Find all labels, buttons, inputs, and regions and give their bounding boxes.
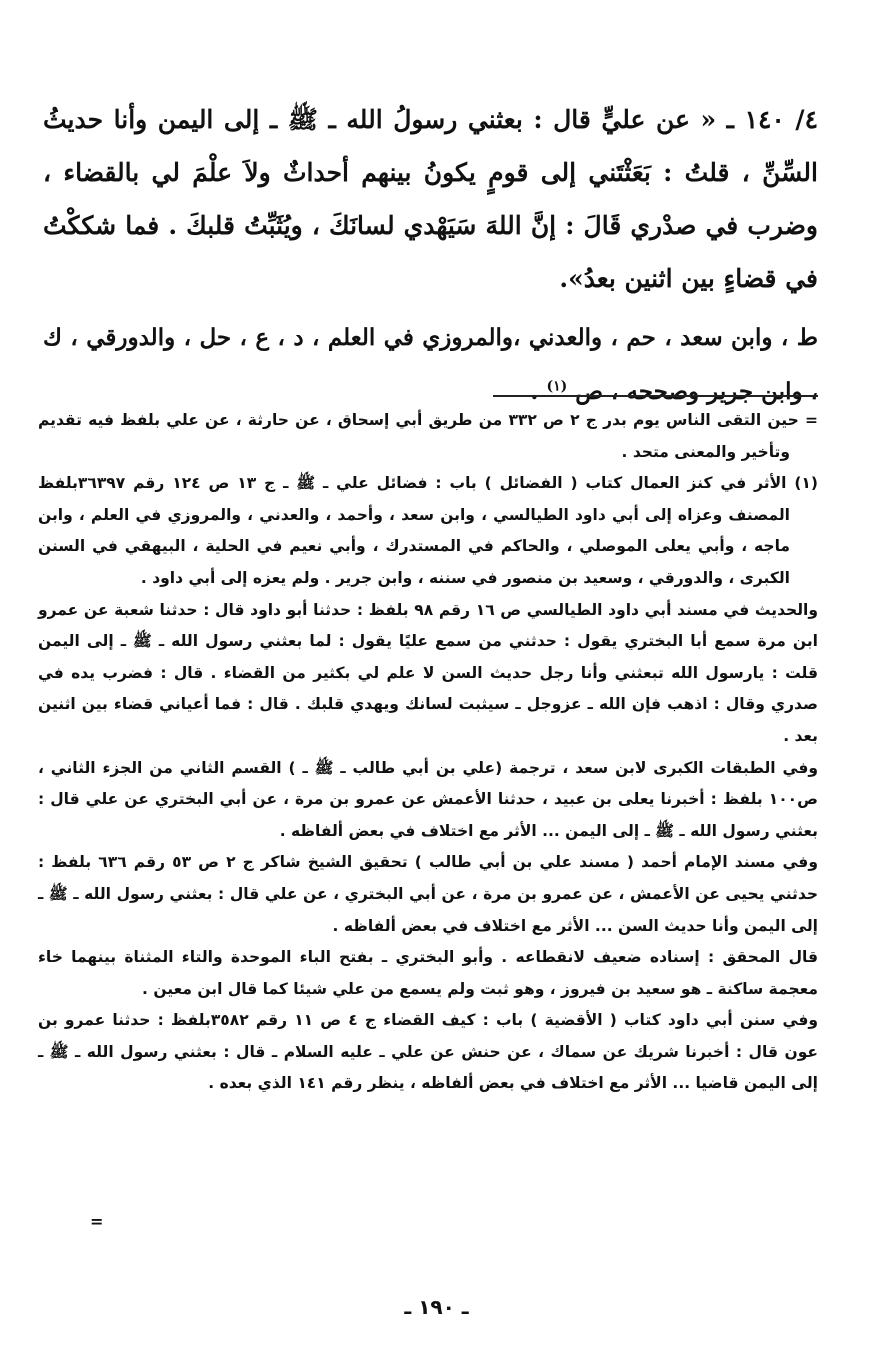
footnote-paragraph: والحديث في مسند أبي داود الطيالسي ص ١٦ رقم ٩٨ بلفظ : حدثنا أبو داود قال : حدثنا شعبة عن عمرو ابن مرة سمع أبا البختري يقول : حدثني من سمع عليًا يقول : لما بعثني رسول الله ـ ﷺ ـ إلى اليمن قلت : يارسول الله تبعثني وأنا رجل حديث السن لا علم لي بكثير من القضاء . قال : فضرب يده في صدري وقال : اذهب فإن الله ـ عزوجل ـ سيثبت لسانك ويهدي قلبك . قال : فما أعياني قضاء بين اثنين بعد . (38, 600, 818, 745)
footnote-1: (١) الأثر في كنز العمال كتاب ( الفضائل ) باب : فضائل علي ـ ﷺ ـ ج ١٣ ص ١٢٤ رقم ٣٦٣٩٧بلفظ المصنف وعزاه إلى أبي داود الطيالسي ، وابن سعد ، وأحمد ، والعدني ، والمروزي في العلم ، وابن ماجه ، وأبي يعلى الموصلي ، والحاكم في المستدرك ، وأبي نعيم في الحلية ، البيهقي في السنن الكبرى ، والدورقي ، وسعيد بن منصور في سننه ، وابن جرير . ولم يعزه إلى أبي داود . (38, 474, 818, 587)
sources-text: ط ، وابن سعد ، حم ، والعدني ،والمروزي في العلم ، د ، ع ، حل ، والدورقي ، ك ، وابن جرير وصححه ، ص (43, 324, 818, 405)
footnote-paragraph: وفي مسند الإمام أحمد ( مسند علي بن أبي طالب ) تحقيق الشيخ شاكر ج ٢ ص ٥٣ رقم ٦٣٦ بلفظ : حدثني يحيى عن الأعمش ، عن عمرو بن مرة ، عن أبي البختري ، عن علي قال : بعثني رسول الله ـ ﷺ ـ إلى اليمن وأنا حديث السن ... الأثر مع اختلاف في بعض ألفاظه . (38, 853, 818, 935)
hadith-sources (43, 311, 818, 419)
footnote-continued: = حين التقى الناس يوم بدر ج ٢ ص ٣٣٢ من طريق أبي إسحاق ، عن حارثة ، عن علي بلفظ فيه تقديم وتأخير والمعنى متحد . (38, 411, 818, 461)
page-number: ـ ١٩٠ ـ (404, 1295, 469, 1319)
footnote-reference[interactable]: (١) (546, 378, 568, 395)
footnote-paragraph: وفي سنن أبي داود كتاب ( الأقضية ) باب : كيف القضاء ج ٤ ص ١١ رقم ٣٥٨٢بلفظ : حدثنا عمرو بن عون قال : أخبرنا شريك عن سماك ، عن حنش عن علي ـ عليه السلام ـ قال : بعثني رسول الله ـ ﷺ ـ إلى اليمن قاضيا ... الأثر مع اختلاف في بعض ألفاظه ، ينظر رقم ١٤١ الذي بعده . (38, 1011, 818, 1093)
footnotes (38, 405, 818, 1100)
continuation-mark: = (90, 1212, 104, 1231)
footnote-paragraph: وفي الطبقات الكبرى لابن سعد ، ترجمة (علي بن أبي طالب ـ ﷺ ـ ) القسم الثاني من الجزء الثاني ، ص١٠٠ بلفظ : أخبرنا يعلى بن عبيد ، حدثنا الأعمش عن عمرو بن مرة ، عن أبي البختري عن علي قال : بعثني رسول الله ـ ﷺ ـ إلى اليمن ... الأثر مع اختلاف في بعض ألفاظه . (38, 758, 818, 840)
sources-end: . (530, 378, 547, 405)
hadith-text: ٤/ ١٤٠ ـ « عن عليٍّ قال : بعثني رسولُ الله ـ ﷺ ـ إلى اليمن وأنا حديثُ السِّنِّ ، قلتُ : بَعَثْتَني إلى قومٍ يكونُ بينهم أحداثٌ ولاَ علْمَ لي بالقضاء ، وضرب في صدْري قَالَ : إنَّ اللهَ سَيَهْدي لسانَكَ ، ويُثَبِّتُ قلبكَ . فما شككْتُ في قضاءٍ بين اثنين بعدُ». (43, 105, 818, 293)
footnote-divider (493, 395, 818, 397)
footnote-paragraph: قال المحقق : إسناده ضعيف لانقطاعه . وأبو البختري ـ بفتح الباء الموحدة والتاء المثناة بينهما خاء معجمة ساكنة ـ هو سعيد بن فيروز ، وهو ثبت ولم يسمع من علي شيئا كما قال ابن معين . (38, 948, 818, 998)
